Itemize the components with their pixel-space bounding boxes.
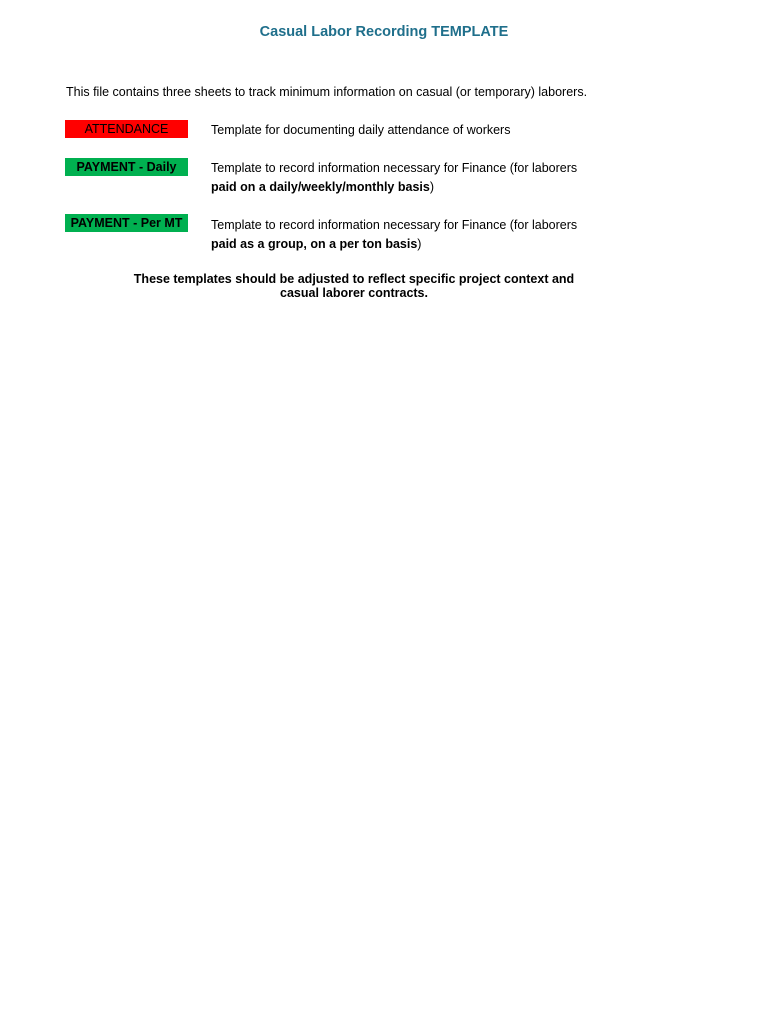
sheet-row-payment-per-mt (65, 214, 665, 254)
page-title: Casual Labor Recording TEMPLATE (259, 24, 509, 40)
sheet-row-attendance (65, 120, 665, 160)
sheet-description-end: ) (417, 237, 422, 251)
sheet-description-bold: paid on a daily/weekly/monthly basis (211, 180, 430, 194)
sheet-description-payment-daily (211, 159, 577, 197)
sheet-badge-payment-per-mt[interactable]: PAYMENT - Per MT (65, 214, 188, 232)
sheet-description-end: ) (429, 180, 434, 194)
sheet-description-attendance (211, 121, 510, 140)
sheet-description-payment-per-mt (211, 216, 577, 254)
adjustment-note-line2: casual laborer contracts. (280, 286, 428, 300)
sheet-description-line1: Template to record information necessary for Finance (for laborers (211, 218, 578, 232)
adjustment-note (104, 272, 604, 300)
sheet-row-payment-daily (65, 158, 665, 198)
sheet-badge-payment-daily[interactable]: PAYMENT - Daily (65, 158, 188, 176)
sheet-description-line1: Template for documenting daily attendance of workers (211, 123, 511, 137)
adjustment-note-line1: These templates should be adjusted to reflect specific project context and (133, 272, 575, 286)
sheet-description-bold: paid as a group, on a per ton basis (211, 237, 418, 251)
sheet-description-line1: Template to record information necessary for Finance (for laborers (211, 161, 578, 175)
sheet-badge-attendance[interactable]: ATTENDANCE (65, 120, 188, 138)
intro-text: This file contains three sheets to track minimum information on casual (or temporary) laborers. (66, 85, 588, 99)
